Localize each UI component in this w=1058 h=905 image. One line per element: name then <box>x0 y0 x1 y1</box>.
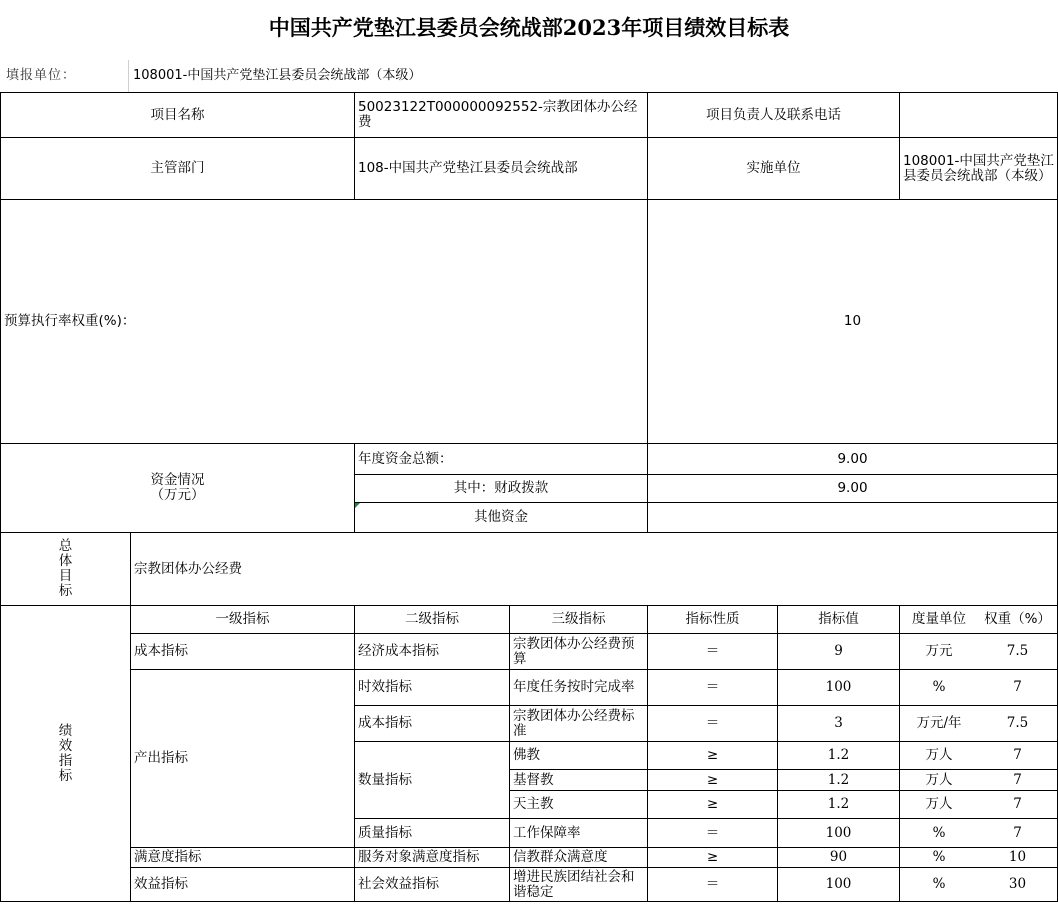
funds-label-line2: （万元） <box>150 487 205 503</box>
overall-goal-label <box>1 533 131 606</box>
project-owner-value[interactable] <box>900 93 1058 138</box>
indicator-row <box>1 670 1058 706</box>
header-nature: 指标性质 <box>648 606 778 634</box>
level2-social: 社会效益指标 <box>355 868 510 902</box>
indicator-nature[interactable]: ＝ <box>648 819 778 848</box>
indicator-value[interactable]: 100 <box>778 819 900 848</box>
indicator-unit[interactable]: % <box>932 876 946 892</box>
indicator-unit[interactable]: 万元/年 <box>916 715 962 731</box>
indicator-weight[interactable]: 7 <box>1013 796 1022 812</box>
reporting-unit-value[interactable]: 108001-中国共产党垫江县委员会统战部（本级） <box>133 68 422 83</box>
competent-dept-value[interactable]: 108-中国共产党垫江县委员会统战部 <box>355 138 648 200</box>
performance-indicators-label <box>1 606 131 902</box>
header-level3: 三级指标 <box>510 606 648 634</box>
indicator-value[interactable]: 100 <box>778 868 900 902</box>
indicator-row <box>1 634 1058 670</box>
unit-weight-cell <box>900 819 1058 848</box>
indicator-unit[interactable]: % <box>932 824 946 841</box>
reporting-unit-row <box>0 60 1058 92</box>
indicator-row <box>1 868 1058 902</box>
indicator-nature[interactable]: ≥ <box>648 742 778 770</box>
level1-benefit: 效益指标 <box>131 868 355 902</box>
level2-econ-cost: 经济成本指标 <box>355 634 510 670</box>
level2-quantity: 数量指标 <box>355 742 510 819</box>
level1-output: 产出指标 <box>131 670 355 848</box>
indicator-weight[interactable]: 10 <box>1008 849 1027 865</box>
level2-cost: 成本指标 <box>355 706 510 742</box>
page-title: 中国共产党垫江县委员会统战部2023年项目绩效目标表 <box>268 15 790 40</box>
unit-weight-cell <box>900 742 1058 770</box>
performance-target-table <box>0 92 1058 902</box>
fiscal-funds-label: 其中：财政拨款 <box>355 475 648 503</box>
indicator-value[interactable]: 9 <box>778 634 900 670</box>
indicator-value[interactable]: 1.2 <box>778 770 900 791</box>
reporting-unit-label: 填报单位： <box>0 60 129 92</box>
header-level2: 二级指标 <box>355 606 510 634</box>
indicator-value[interactable]: 1.2 <box>778 742 900 770</box>
indicator-value[interactable]: 100 <box>778 670 900 706</box>
performance-indicators-label-text: 绩效指标 <box>58 722 73 784</box>
project-owner-label: 项目负责人及联系电话 <box>648 93 900 138</box>
level3-indicator[interactable]: 信教群众满意度 <box>510 848 648 868</box>
level3-indicator[interactable]: 工作保障率 <box>510 819 648 848</box>
indicator-nature[interactable]: ＝ <box>648 670 778 706</box>
level2-time: 时效指标 <box>355 670 510 706</box>
header-weight: 权重（%） <box>984 611 1051 627</box>
indicator-weight[interactable]: 7 <box>1013 679 1022 695</box>
indicator-weight[interactable]: 7 <box>1013 824 1022 841</box>
indicator-value[interactable]: 90 <box>778 848 900 868</box>
unit-weight-cell <box>900 791 1058 819</box>
project-name-value[interactable]: 50023122T000000092552-宗教团体办公经费 <box>355 93 648 138</box>
level1-satisfaction: 满意度指标 <box>131 848 355 868</box>
annual-total-label: 年度资金总额： <box>355 444 648 475</box>
indicator-nature[interactable]: ≥ <box>648 848 778 868</box>
unit-weight-cell <box>900 706 1058 742</box>
level2-service: 服务对象满意度指标 <box>355 848 510 868</box>
implementing-unit-label: 实施单位 <box>648 138 900 200</box>
indicator-unit[interactable]: % <box>932 679 946 695</box>
fiscal-funds-value[interactable]: 9.00 <box>648 475 1058 503</box>
indicator-nature[interactable]: ＝ <box>648 868 778 902</box>
indicator-nature[interactable]: ＝ <box>648 634 778 670</box>
level3-indicator[interactable]: 天主教 <box>510 791 648 819</box>
unit-weight-cell <box>900 868 1058 902</box>
competent-dept-label: 主管部门 <box>1 138 355 200</box>
unit-weight-cell <box>900 634 1058 670</box>
project-name-label: 项目名称 <box>1 93 355 138</box>
indicator-weight[interactable]: 7.5 <box>1006 715 1029 731</box>
level3-indicator[interactable]: 宗教团体办公经费预算 <box>510 634 648 670</box>
level3-indicator[interactable]: 佛教 <box>510 742 648 770</box>
level3-indicator[interactable]: 宗教团体办公经费标准 <box>510 706 648 742</box>
indicator-weight[interactable]: 7.5 <box>1006 643 1029 659</box>
level3-indicator[interactable]: 基督教 <box>510 770 648 791</box>
level1-cost: 成本指标 <box>131 634 355 670</box>
indicator-unit[interactable]: 万人 <box>925 747 953 763</box>
indicator-nature[interactable]: ＝ <box>648 706 778 742</box>
level3-indicator[interactable]: 增进民族团结社会和谐稳定 <box>510 868 648 902</box>
indicator-value[interactable]: 3 <box>778 706 900 742</box>
indicator-unit[interactable]: 万元 <box>925 643 953 659</box>
indicator-value[interactable]: 1.2 <box>778 791 900 819</box>
unit-weight-cell <box>900 670 1058 706</box>
level3-indicator[interactable]: 年度任务按时完成率 <box>510 670 648 706</box>
other-funds-label: 其他资金 <box>355 503 648 533</box>
unit-weight-cell <box>900 770 1058 791</box>
budget-weight-value[interactable]: 10 <box>648 200 1058 444</box>
indicator-weight[interactable]: 7 <box>1013 771 1022 788</box>
implementing-unit-value[interactable]: 108001-中国共产党垫江县委员会统战部（本级） <box>900 138 1058 200</box>
indicator-unit[interactable]: 万人 <box>925 771 953 788</box>
header-level1: 一级指标 <box>131 606 355 634</box>
level2-quality: 质量指标 <box>355 819 510 848</box>
other-funds-value[interactable] <box>648 503 1058 533</box>
indicator-unit[interactable]: 万人 <box>925 796 953 812</box>
budget-weight-label: 预算执行率权重(%)： <box>1 200 648 444</box>
indicator-weight[interactable]: 30 <box>1008 876 1027 892</box>
funds-label-line1: 资金情况 <box>150 472 205 488</box>
header-unit: 度量单位 <box>912 611 966 627</box>
overall-goal-label-text: 总体目标 <box>58 538 73 599</box>
header-value: 指标值 <box>778 606 900 634</box>
funds-label <box>1 444 355 533</box>
indicator-unit[interactable]: % <box>932 849 946 865</box>
header-unit-weight <box>900 606 1058 634</box>
annual-total-value[interactable]: 9.00 <box>648 444 1058 475</box>
overall-goal-value[interactable]: 宗教团体办公经费 <box>131 533 1058 606</box>
indicator-nature[interactable]: ≥ <box>648 770 778 791</box>
indicator-nature[interactable]: ≥ <box>648 791 778 819</box>
indicator-weight[interactable]: 7 <box>1013 747 1022 763</box>
indicator-row <box>1 848 1058 868</box>
unit-weight-cell <box>900 848 1058 868</box>
